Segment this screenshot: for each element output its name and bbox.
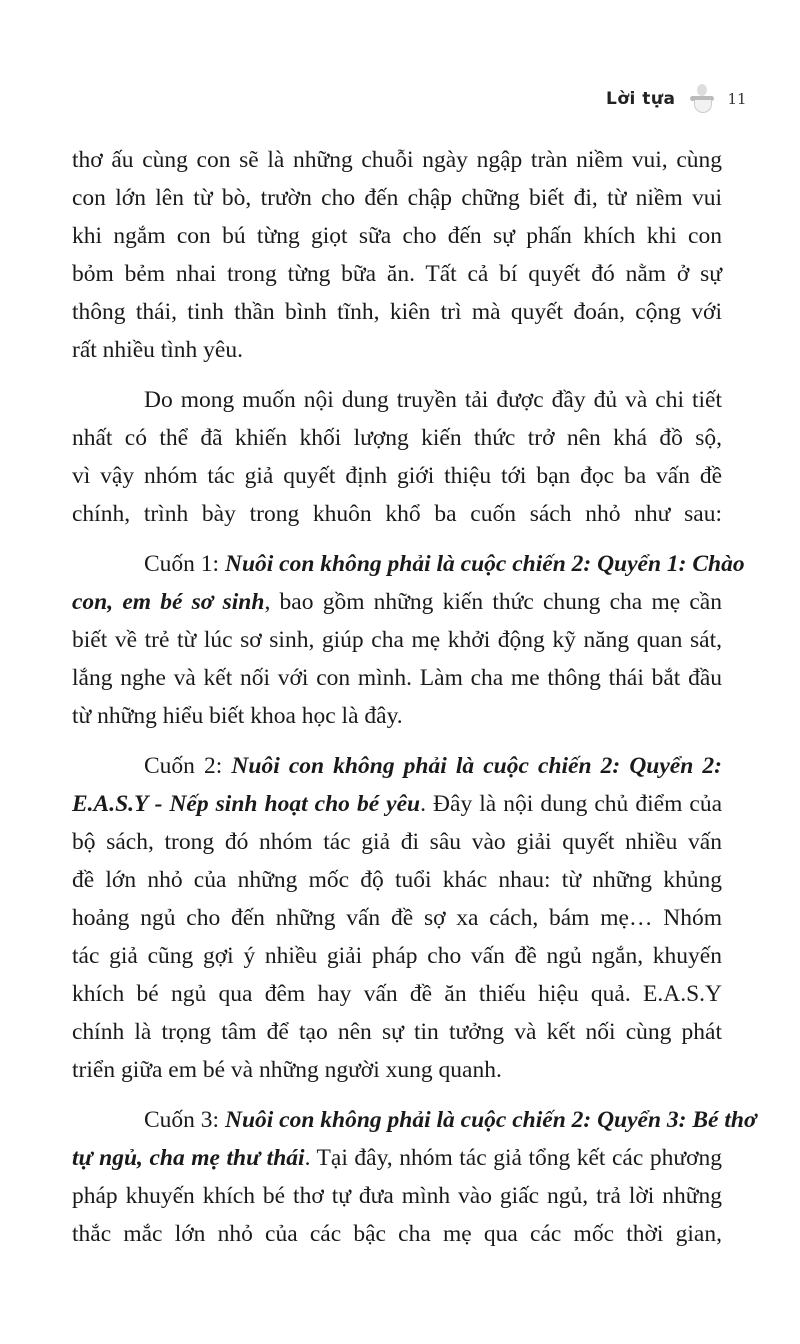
text-line bbox=[72, 899, 722, 937]
body-text bbox=[72, 141, 757, 1265]
text-segment: Cuốn 2: bbox=[144, 753, 232, 779]
text-line bbox=[72, 823, 722, 861]
text-segment: nhất có thể đã khiến khối lượng kiến thức trở nên khá đồ sộ, bbox=[72, 425, 722, 451]
book-title: con, em bé sơ sinh bbox=[72, 589, 265, 615]
text-segment: bộ sách, trong đó nhóm tác giả đi sâu vào giải quyết nhiều vấn bbox=[72, 829, 722, 855]
book-title: tự ngủ, cha mẹ thư thái bbox=[72, 1145, 305, 1171]
text-line bbox=[72, 1013, 722, 1051]
text-segment: rất nhiều tình yêu. bbox=[72, 337, 243, 363]
text-segment: biết về trẻ từ lúc sơ sinh, giúp cha mẹ khởi động kỹ năng quan sát, bbox=[72, 627, 722, 653]
running-title: Lời tựa bbox=[606, 89, 676, 109]
text-segment: . Đây là nội dung chủ điểm của bbox=[420, 791, 723, 817]
text-line bbox=[72, 937, 722, 975]
text-segment: pháp khuyến khích bé thơ tự đưa mình vào giấc ngủ, trả lời những bbox=[72, 1183, 722, 1209]
text-segment: con lớn lên từ bò, trườn cho đến chập chững biết đi, từ niềm vui bbox=[72, 185, 722, 211]
page-header bbox=[606, 84, 747, 114]
text-line bbox=[72, 179, 722, 217]
text-line bbox=[72, 621, 722, 659]
text-segment: khích bé ngủ qua đêm hay vấn đề ăn thiếu hiệu quả. E.A.S.Y bbox=[72, 981, 722, 1007]
text-segment: Do mong muốn nội dung truyền tải được đầy đủ và chi tiết bbox=[144, 387, 722, 413]
text-segment: . Tại đây, nhóm tác giả tổng kết các phương bbox=[304, 1145, 722, 1171]
text-segment: thông thái, tinh thần bình tĩnh, kiên trì mà quyết đoán, cộng với bbox=[72, 299, 722, 325]
text-line bbox=[72, 1101, 757, 1139]
text-segment: thắc mắc lớn nhỏ của các bậc cha mẹ qua các mốc thời gian, bbox=[72, 1221, 722, 1247]
text-segment: tác giả cũng gợi ý nhiều giải pháp cho vấn đề ngủ ngắn, khuyến bbox=[72, 943, 722, 969]
text-line bbox=[72, 457, 722, 495]
text-segment: hoảng ngủ cho đến những vấn đề sợ xa cách, bám mẹ… Nhóm bbox=[72, 905, 722, 931]
text-line bbox=[72, 785, 722, 823]
book-title: Nuôi con không phải là cuộc chiến 2: Quyển 3: Bé thơ bbox=[224, 1107, 757, 1133]
book-title: E.A.S.Y - Nếp sinh hoạt cho bé yêu bbox=[72, 791, 421, 817]
text-segment: khi ngắm con bú từng giọt sữa cho đến sự phấn khích khi con bbox=[72, 223, 722, 249]
text-segment: vì vậy nhóm tác giả quyết định giới thiệu tới bạn đọc ba vấn đề bbox=[72, 463, 722, 489]
text-line bbox=[72, 217, 722, 255]
text-line bbox=[72, 1139, 722, 1177]
page-number: 11 bbox=[727, 90, 747, 108]
paragraph bbox=[72, 747, 722, 1089]
book-title: Nuôi con không phải là cuộc chiến 2: Quyển 1: Chào bbox=[224, 551, 745, 577]
book-title: Nuôi con không phải là cuộc chiến 2: Quyển 2: bbox=[231, 753, 722, 779]
text-line bbox=[72, 747, 722, 785]
text-line bbox=[72, 583, 722, 621]
text-line bbox=[72, 1051, 722, 1089]
text-line bbox=[72, 495, 722, 533]
pacifier-icon bbox=[689, 84, 715, 114]
text-line bbox=[72, 141, 722, 179]
text-line bbox=[72, 545, 745, 583]
text-line bbox=[72, 381, 722, 419]
paragraph bbox=[72, 381, 722, 533]
text-line bbox=[72, 861, 722, 899]
text-segment: triển giữa em bé và những người xung quanh. bbox=[72, 1057, 502, 1083]
text-segment: Cuốn 3: bbox=[144, 1107, 225, 1133]
text-line bbox=[72, 419, 722, 457]
paragraph bbox=[72, 141, 722, 369]
paragraph bbox=[72, 1101, 757, 1253]
text-line bbox=[72, 659, 722, 697]
text-line bbox=[72, 697, 722, 735]
text-line bbox=[72, 293, 722, 331]
text-line bbox=[72, 255, 722, 293]
text-segment: lắng nghe và kết nối với con mình. Làm cha me thông thái bắt đầu bbox=[72, 665, 722, 691]
text-line bbox=[72, 975, 722, 1013]
text-line bbox=[72, 1215, 722, 1253]
text-segment: thơ ấu cùng con sẽ là những chuỗi ngày ngập tràn niềm vui, cùng bbox=[72, 147, 722, 173]
text-segment: bỏm bẻm nhai trong từng bữa ăn. Tất cả bí quyết đó nằm ở sự bbox=[72, 261, 722, 287]
text-segment: đề lớn nhỏ của những mốc độ tuổi khác nhau: từ những khủng bbox=[72, 867, 722, 893]
text-segment: Cuốn 1: bbox=[144, 551, 225, 577]
text-line bbox=[72, 1177, 722, 1215]
text-segment: chính, trình bày trong khuôn khổ ba cuốn sách nhỏ như sau: bbox=[72, 501, 722, 527]
text-segment: chính là trọng tâm để tạo nên sự tin tưởng và kết nối cùng phát bbox=[72, 1019, 722, 1045]
paragraph bbox=[72, 545, 745, 735]
text-segment: từ những hiểu biết khoa học là đây. bbox=[72, 703, 403, 729]
text-line bbox=[72, 331, 722, 369]
text-segment: , bao gồm những kiến thức chung cha mẹ cần bbox=[264, 589, 722, 615]
